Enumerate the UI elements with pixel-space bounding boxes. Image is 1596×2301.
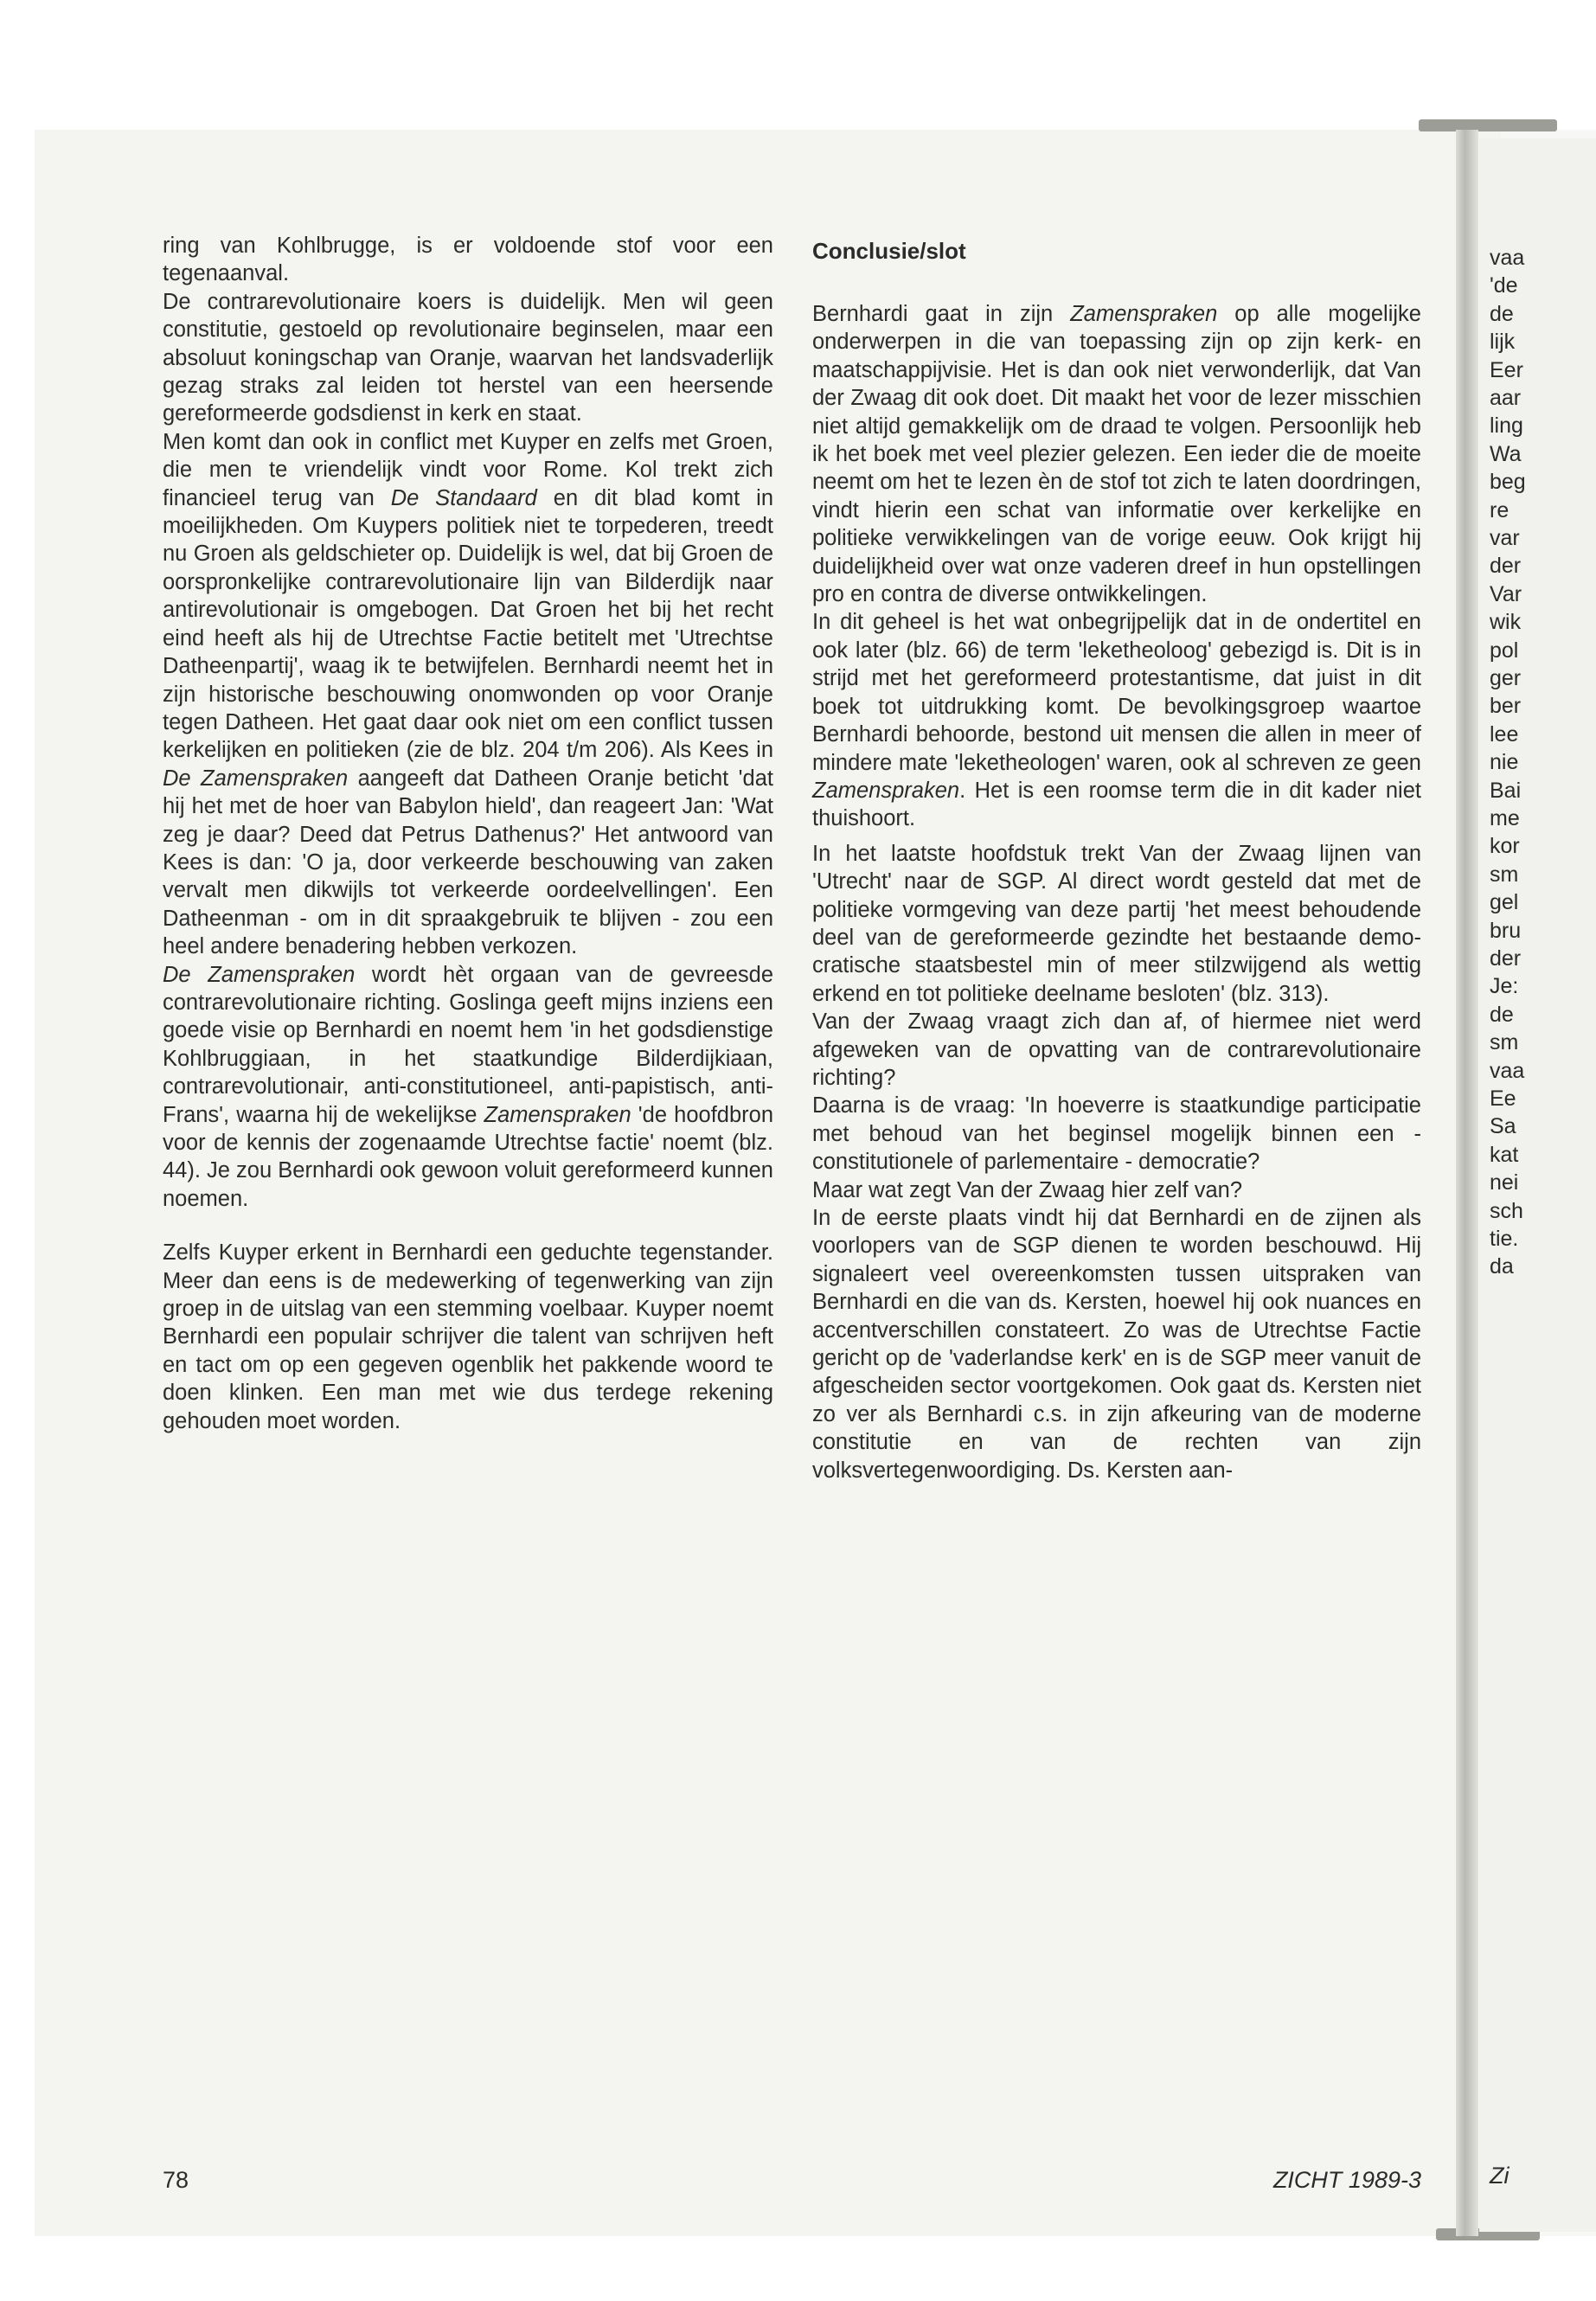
scan-border-top [0, 0, 1596, 130]
scan-border-left [0, 0, 35, 2301]
paragraph-gap [163, 1213, 773, 1239]
next-page-fragment: nei [1490, 1170, 1519, 1195]
section-heading: Conclusie/slot [812, 238, 966, 264]
next-page-fragment: nie [1490, 750, 1519, 775]
next-page-fragment: lijk [1490, 330, 1516, 355]
journal-footer: ZICHT 1989-3 [1272, 2167, 1421, 2193]
page-number: 78 [163, 2167, 189, 2193]
next-page-fragment: me [1490, 806, 1520, 830]
next-page-fragment: ber [1490, 694, 1522, 719]
next-page-fragment: Bai [1490, 778, 1522, 803]
next-page-fragment: der [1490, 554, 1522, 579]
next-page-footer-fragment: Zi [1490, 2163, 1509, 2189]
next-page-fragment: lee [1490, 721, 1519, 747]
left-column [163, 232, 773, 1435]
paragraph: ring van Kohlbrugge, is er voldoende stof voor een tegenaanval. [163, 234, 773, 286]
next-page-fragment: da [1490, 1254, 1514, 1279]
page-edge [1456, 130, 1478, 2236]
next-page-fragment: 'de [1490, 273, 1518, 298]
paragraph: De contrarevolutionaire koers is duidelijk. Men wil geen constitutie, gestoeld op revolutionaire beginselen, maar een absoluut koningschap van Oranje, waarvan het landsvaderlijk gezag straks zal leiden tot herstel van een heersende gereformeerde godsdienst in kerk en staat. [163, 289, 773, 426]
paragraph: Maar wat zegt Van der Zwaag hier zelf van? [812, 1177, 1243, 1202]
next-page-fragment: sch [1490, 1198, 1523, 1223]
next-page-fragment: sm [1490, 1030, 1519, 1055]
next-page-fragment: aar [1490, 386, 1522, 410]
paragraph: In de eerste plaats vindt hij dat Bernhardi en de zijnen als voorlopers van de SGP dienen te worden beschouwd. Hij signaleert veel overeenkomsten tussen uitspraken van Bernhardi en die van ds. Kersten, hoewel hij ook nuances en accentverschillen constateert. Zo was de Utrechtse Factie gericht op de 'vaderlandse kerk' en is de SGP meer vanuit de afgescheiden sector voortgekomen. Ook gaat ds. Kersten niet zo ver als Bernhardi c.s. in zijn afkeuring van de moderne constitutie en van de rechten van zijn volksvertegenwoordiging. Ds. Kersten aan- [812, 1206, 1421, 1483]
next-page-fragment: kor [1490, 834, 1520, 859]
next-page-fragment: de [1490, 301, 1514, 326]
paragraph: De Zamenspraken wordt hèt orgaan van de gevreesde contrarevolutionaire richting. Goslinga geeft mijns inziens een goede visie op Bernhardi en noemt hem 'in het godsdienstige Kohlbruggiaan, in het staatkundige Bilderdijkiaan, contrarevolutionair, anti-constitutioneel, anti-papistisch, anti-Frans', waarna hij de wekelijkse Zamenspraken 'de hoofdbron voor de kennis der zogenaamde Utrechtse factie' noemt (blz. 44). Je zou Bernhardi ook gewoon voluit gereformeerd kunnen noemen. [163, 962, 774, 1211]
next-page-fragment: kat [1490, 1142, 1519, 1167]
next-page-fragment: re [1490, 497, 1509, 522]
scan-border-bottom [0, 2236, 1596, 2301]
next-page-fragment: der [1490, 946, 1522, 971]
next-page-fragment: beg [1490, 470, 1526, 495]
paragraph: Bernhardi gaat in zijn Zamenspraken op alle mogelijke onderwerpen in die van toepassing zijn op zijn kerk- en maatschappijvisie. Het is dan ook niet verwonderlijk, dat Van der Zwaag dit ook doet. Dit maakt het voor de lezer misschien niet altijd gemakkelijk om de draad te volgen. Persoonlijk heb ik het boek met veel plezier gelezen. Een ieder die de moeite neemt om het te lezen èn de stof tot zich te laten doordringen, vindt hierin een schat van informatie over kerkelijke en politieke verwikkelingen van de vorige eeuw. Ook krijgt hij duidelijkheid over wat onze vaderen dreef in hun opstellingen pro en contra de diverse ontwikkelingen. [812, 302, 1421, 607]
next-page-fragment: de [1490, 1002, 1514, 1027]
next-page-fragment: ling [1490, 413, 1523, 439]
next-page-fragment: var [1490, 526, 1520, 550]
next-page-edge [1479, 138, 1596, 2232]
paragraph: In het laatste hoofdstuk trekt Van der Zwaag lijnen van 'Utrecht' naar de SGP. Al direct wordt gesteld dat met de politieke vormgeving van deze partij 'het meest behoudende deel van de gereformeerde gezindte het bestaande democratische staatsbestel min of meer stilzwijgend als wettig erkend en tot politieke deelname besloten' (blz. 313). [812, 841, 1421, 1006]
next-page-fragment: wik [1490, 610, 1522, 635]
next-page-fragment: pol [1490, 638, 1519, 663]
next-page-fragment: Sa [1490, 1114, 1516, 1139]
paragraph: Men komt dan ook in conflict met Kuyper en zelfs met Groen, die men te vriendelijk vindt voor Rome. Kol trekt zich financieel terug van De Standaard en dit blad komt in moeilijkheden. Om Kuypers politiek niet te torpederen, treedt nu Groen als geldschieter op. Duidelijk is wel, dat bij Groen de oorspronkelijke contrarevolutionaire lijn van Bilderdijk naar antirevolutionair is omgebogen. Dat Groen het bij het recht eind heeft als hij de Utrechtse Factie betitelt met 'Utrechtse Datheenpartij', waag ik te betwijfelen. Bernhardi neemt het in zijn historische beschouwing onomwonden op voor Oranje tegen Datheen. Het gaat daar ook niet om een conflict tussen kerkelijken en politieken (zie de blz. 204 t/m 206). Als Kees in De Zamenspraken aangeeft dat Datheen Oranje beticht 'dat hij het met de hoer van Babylon hield', dan reageert Jan: 'Wat zeg je daar? Deed dat Petrus Dathenus?' Het antwoord van Kees is dan: 'O ja, door verkeerde beschouwing van zaken vervalt men dikwijls tot verkeerde oordeelvellingen'. Een Datheenman - om in dit spraakgebruik te blijven - zou een heel andere benadering hebben verkozen. [163, 429, 773, 959]
next-page-fragment: Ee [1490, 1086, 1516, 1111]
next-page-fragment: ger [1490, 666, 1522, 690]
next-page-fragment: tie. [1490, 1227, 1519, 1251]
paragraph: In dit geheel is het wat onbegrijpelijk dat in de ondertitel en ook later (blz. 66) de term 'leketheoloog' gebezigd is. Dit is in strijd met het gereformeerd protestantisme, dat juist in dit boek tot uitdrukking komt. De bevolkingsgroep waartoe Bernhardi behoorde, bestond uit mensen die allen in meer of mindere mate 'leketheologen' waren, ook al schreven ze geen Zamenspraken. Het is een roomse term die in dit kader niet thuishoort. [812, 610, 1421, 831]
next-page-fragment: gel [1490, 890, 1519, 915]
binding-clip-top [1419, 119, 1557, 131]
next-page-fragment: vaa [1490, 1058, 1525, 1083]
next-page-fragment: bru [1490, 918, 1522, 943]
right-column [812, 300, 1421, 1484]
next-page-fragment: Wa [1490, 441, 1522, 466]
next-page-fragment: vaa [1490, 246, 1525, 270]
paragraph: Daarna is de vraag: 'In hoeverre is staatkundige participatie met behoud van het beginsel mogelijk binnen een - constitutionele of parlementaire - democratie? [812, 1093, 1421, 1175]
next-page-fragment: Je: [1490, 974, 1519, 999]
next-page-fragment: sm [1490, 862, 1519, 887]
next-page-fragment: Var [1490, 581, 1522, 606]
paragraph: Zelfs Kuyper erkent in Bernhardi een geduchte tegenstander. Meer dan eens is de medewerking of tegenwerking van zijn groep in de uitslag van een stemming voelbaar. Kuyper noemt Bernhardi een populair schrijver die talent van schrijven heft en tact om op een gegeven ogenblik het pakkende woord te doen klinken. Een man met wie dus terdege rekening gehouden moet worden. [163, 1240, 773, 1433]
paragraph: Van der Zwaag vraagt zich dan af, of hiermee niet werd afgeweken van de opvatting van de contrarevolutionaire richting? [812, 1009, 1421, 1090]
next-page-fragment: Eer [1490, 357, 1523, 382]
